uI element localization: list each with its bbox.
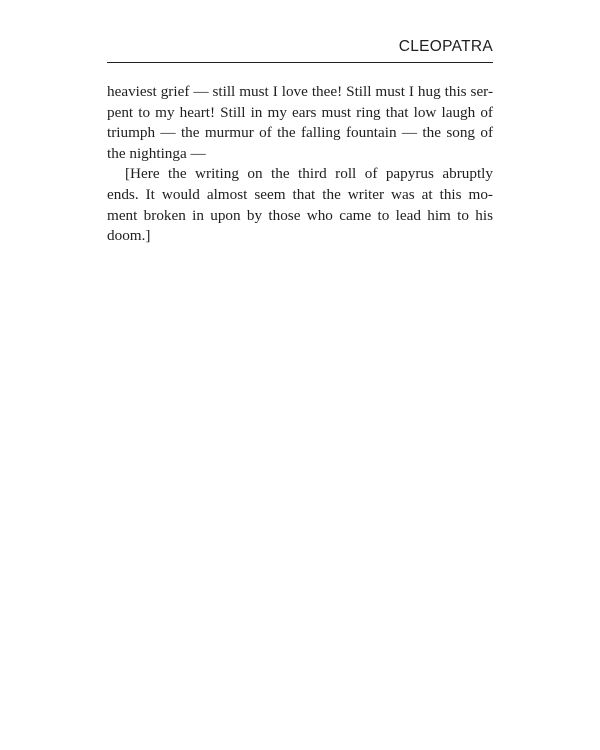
text-line: heaviest grief — still must I love thee! Still must I hug this ser- bbox=[107, 83, 493, 100]
text-line: the nightinga — bbox=[107, 144, 206, 162]
text-line: doom.] bbox=[107, 227, 151, 245]
text-line: ment broken in upon by those who came to lead him to his bbox=[107, 206, 493, 224]
text-line: ends. It would almost seem that the writer was at this mo- bbox=[107, 185, 493, 203]
text-line: pent to my heart! Still in my ears must ring that low laugh of bbox=[107, 103, 493, 121]
running-head: CLEOPATRA bbox=[398, 38, 493, 55]
header-rule bbox=[107, 62, 493, 63]
paragraph-1 bbox=[107, 82, 493, 164]
body-text bbox=[107, 82, 493, 247]
text-line: [Here the writing on the third roll of papyrus abruptly bbox=[125, 165, 493, 183]
paragraph-2 bbox=[107, 164, 493, 246]
text-line: triumph — the murmur of the falling fountain — the song of bbox=[107, 124, 493, 142]
